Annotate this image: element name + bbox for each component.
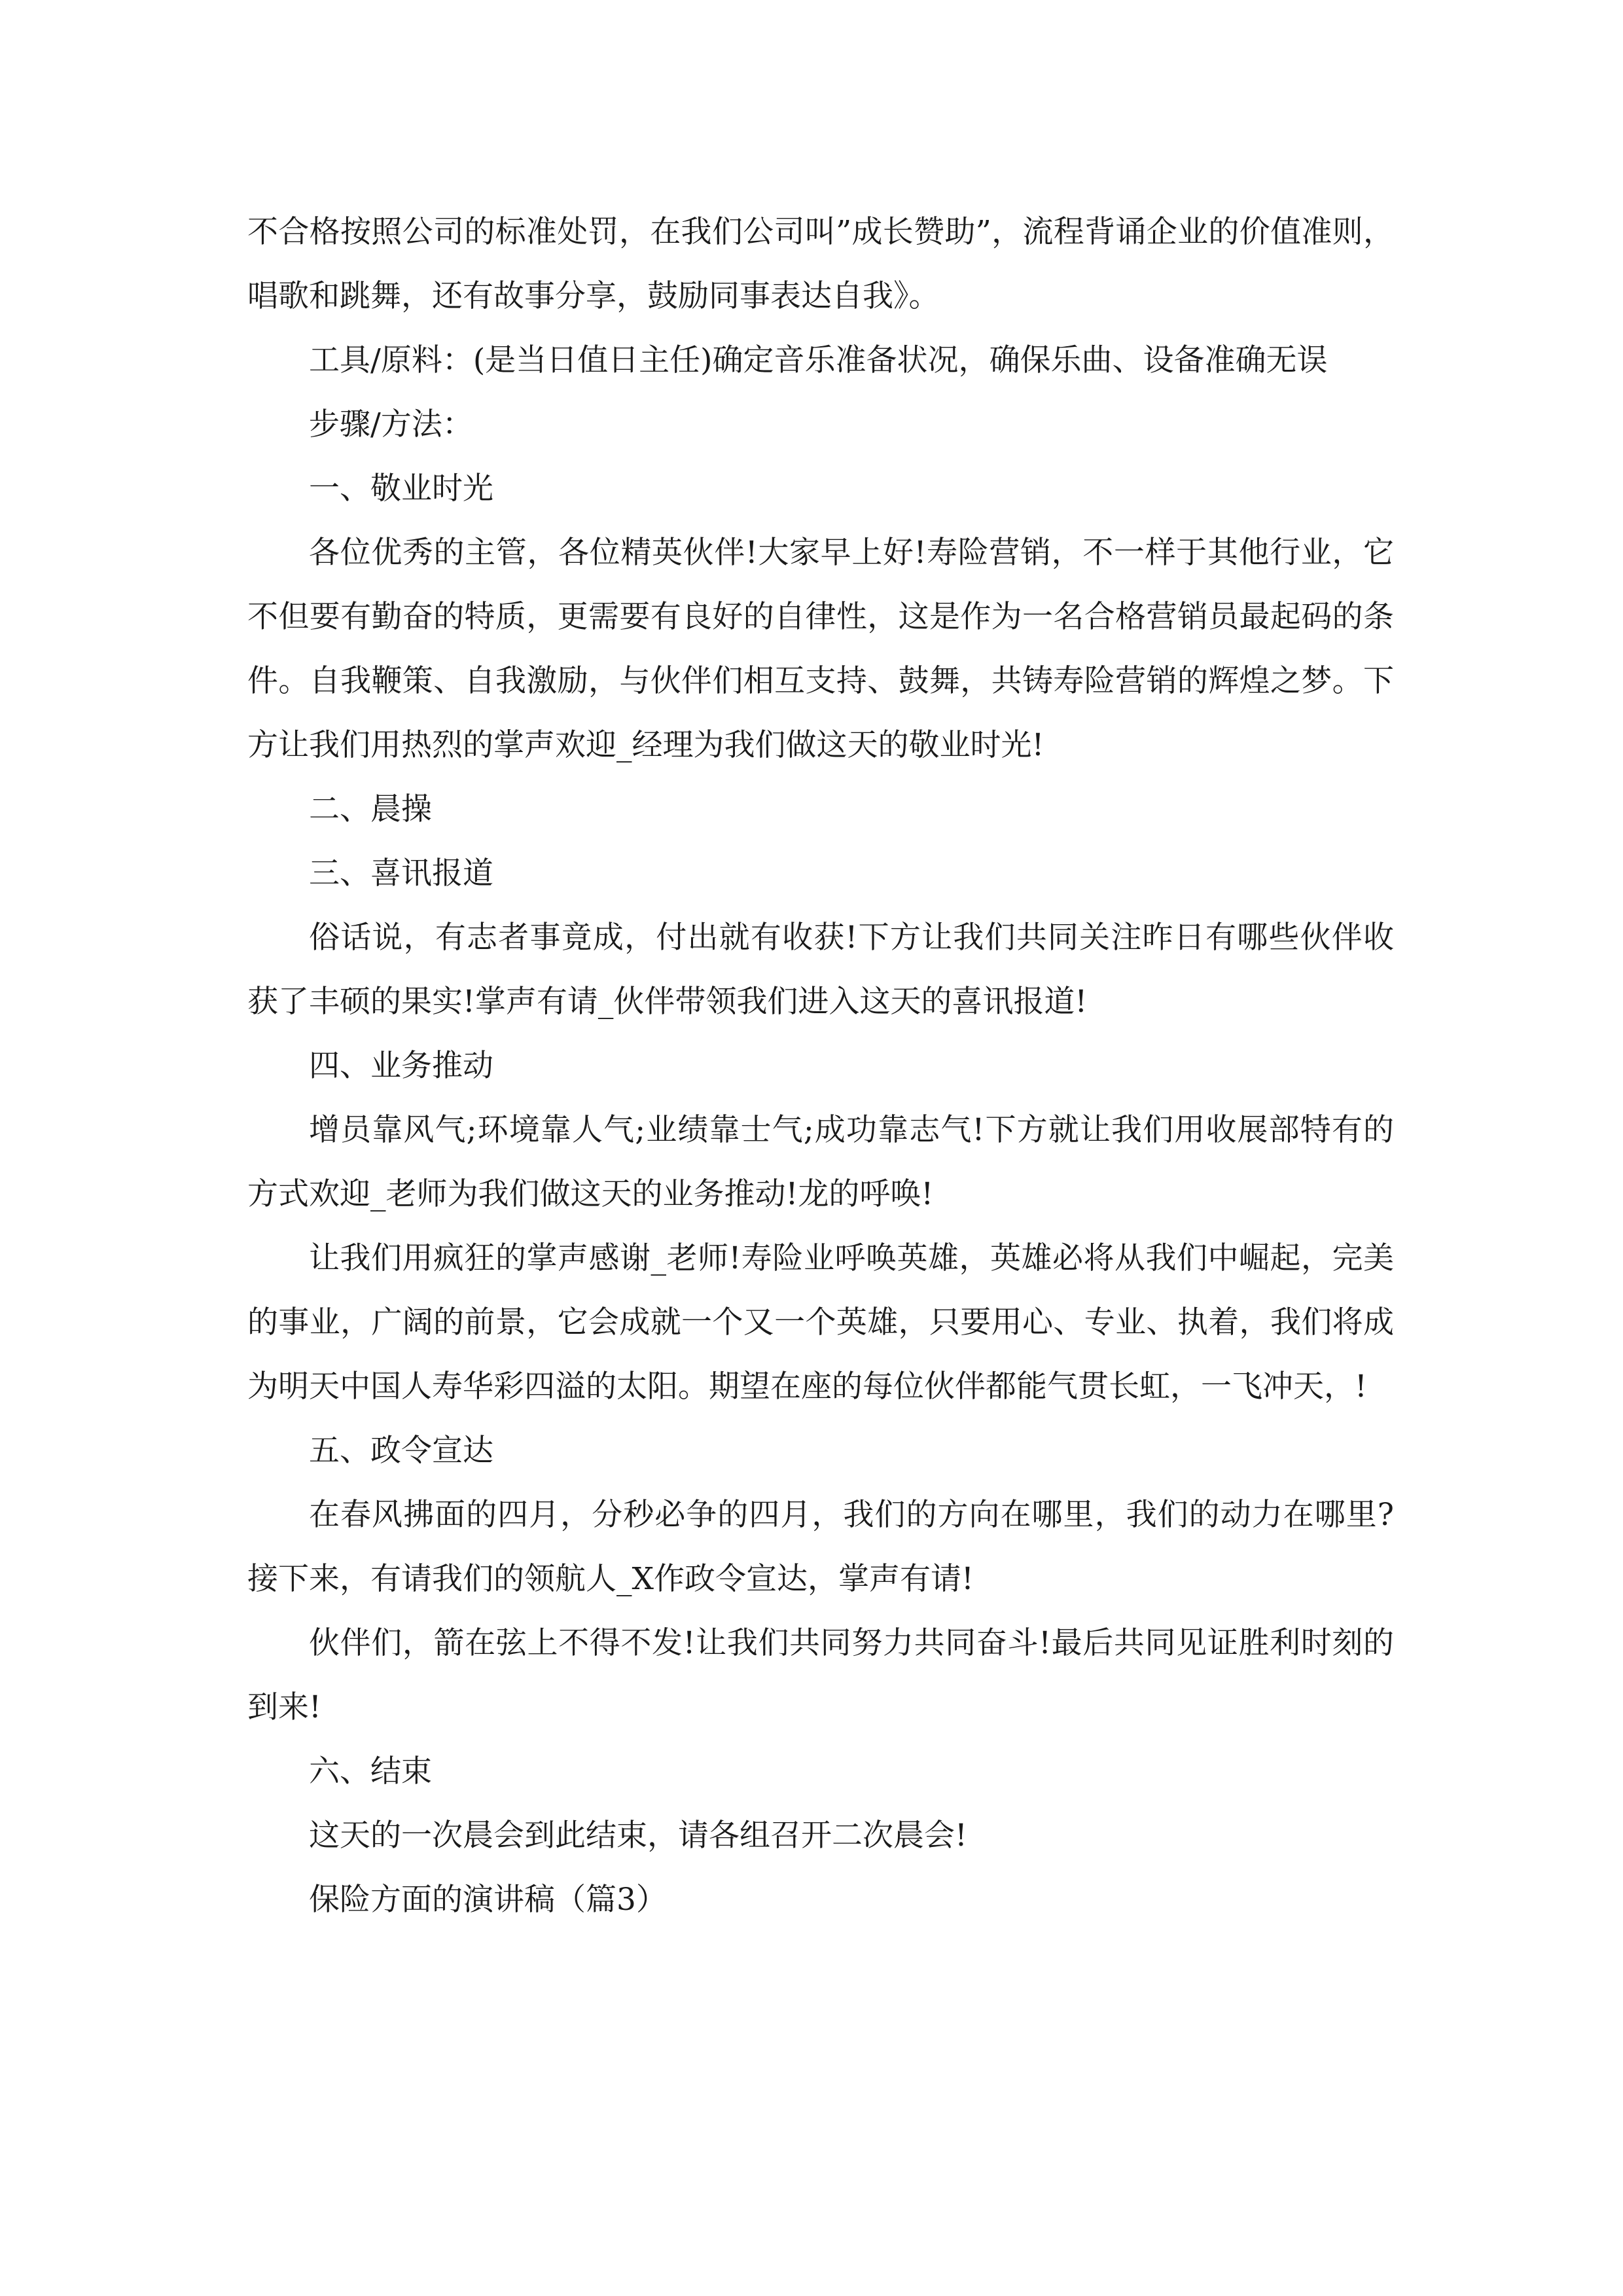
document-body [247, 200, 1394, 1932]
heading-section-1: 一、敬业时光 [309, 471, 493, 507]
heading-section-4: 四、业务推动 [309, 1048, 493, 1084]
paragraph-intro-continuation: 不合格按照公司的标准处罚，在我们公司叫”成长赞助”，流程背诵企业的价值准则，唱歌和跳舞，还有故事分享，鼓励同事表达自我》。 [247, 214, 1394, 314]
heading-next-article: 保险方面的演讲稿（篇3） [309, 1882, 667, 1918]
heading-section-5: 五、政令宣达 [309, 1433, 493, 1469]
paragraph-section-1-body: 各位优秀的主管，各位精英伙伴!大家早上好!寿险营销，不一样于其他行业，它不但要有勤奋的特质，更需要有良好的自律性，这是作为一名合格营销员最起码的条件。自我鞭策、自我激励，与伙伴们相互支持、鼓舞，共铸寿险营销的辉煌之梦。下方让我们用热烈的掌声欢迎_经理为我们做这天的敬业时光! [247, 535, 1394, 763]
paragraph-section-5-rally: 伙伴们，箭在弦上不得不发!让我们共同努力共同奋斗!最后共同见证胜利时刻的到来! [247, 1625, 1394, 1725]
paragraph-section-6-body: 这天的一次晨会到此结束，请各组召开二次晨会! [309, 1818, 967, 1854]
paragraph-section-4-body: 增员靠风气;环境靠人气;业绩靠士气;成功靠志气!下方就让我们用收展部特有的方式欢迎_老师为我们做这天的业务推动!龙的呼唤! [247, 1112, 1394, 1212]
heading-section-3: 三、喜讯报道 [309, 855, 493, 891]
heading-section-2: 二、晨操 [309, 791, 432, 827]
paragraph-tools-materials: 工具/原料：(是当日值日主任)确定音乐准备状况，确保乐曲、设备准确无误 [309, 342, 1328, 378]
paragraph-section-5-body: 在春风拂面的四月，分秒必争的四月，我们的方向在哪里，我们的动力在哪里?接下来，有请我们的领航人_X作政令宣达，掌声有请! [247, 1497, 1394, 1597]
heading-section-6: 六、结束 [309, 1753, 432, 1789]
paragraph-section-3-body: 俗话说，有志者事竟成，付出就有收获!下方让我们共同关注昨日有哪些伙伴收获了丰硕的果实!掌声有请_伙伴带领我们进入这天的喜讯报道! [247, 920, 1394, 1020]
paragraph-section-4-thanks: 让我们用疯狂的掌声感谢_老师!寿险业呼唤英雄，英雄必将从我们中崛起，完美的事业，广阔的前景，它会成就一个又一个英雄，只要用心、专业、执着，我们将成为明天中国人寿华彩四溢的太阳。期望在座的每位伙伴都能气贯长虹，一飞冲天，! [247, 1240, 1394, 1405]
heading-steps-methods: 步骤/方法： [309, 406, 473, 442]
